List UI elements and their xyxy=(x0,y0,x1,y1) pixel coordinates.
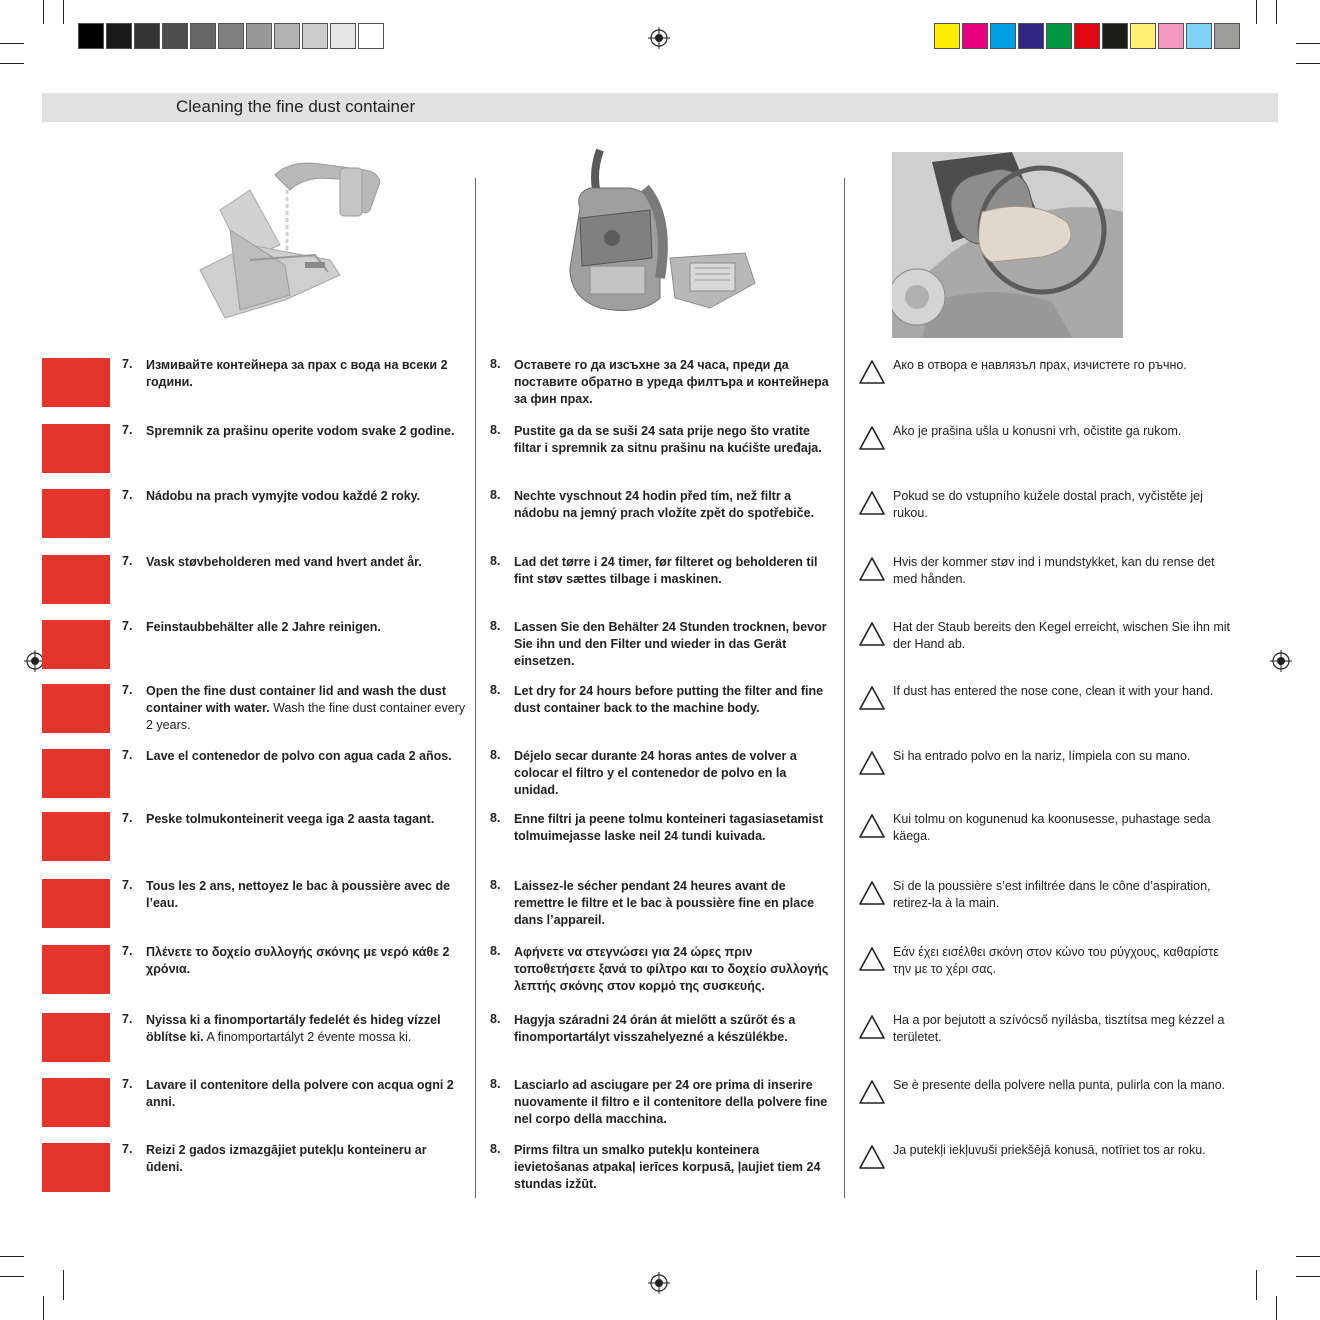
gray-swatch xyxy=(162,23,188,49)
step-8-text: Let dry for 24 hours before putting the filter and fine dust container back to the machine body. xyxy=(514,684,824,715)
step-7-bold: Lave el contenedor de polvo con agua cada 2 años. xyxy=(146,749,452,763)
color-swatch xyxy=(1214,23,1240,49)
section-title: Cleaning the fine dust container xyxy=(176,97,416,116)
warning-triangle-icon xyxy=(858,490,886,516)
step-number: 8. xyxy=(490,944,501,958)
step-8-text: Lad det tørre i 24 timer, før filteret og beholderen til fint støv sættes tilbage i maskinen. xyxy=(514,555,818,586)
crop-mark xyxy=(0,63,24,64)
gray-swatch xyxy=(134,23,160,49)
crop-mark xyxy=(1256,1270,1257,1300)
language-tab xyxy=(42,1013,110,1062)
section-header xyxy=(42,93,1278,122)
step-7-bold: Tous les 2 ans, nettoyez le bac à poussière avec de l’eau. xyxy=(146,879,451,910)
warning-triangle-icon xyxy=(858,556,886,582)
crop-mark xyxy=(1296,1276,1320,1277)
language-tab xyxy=(42,424,110,473)
step-number: 7. xyxy=(122,488,133,502)
warning-note: Si ha entrado polvo en la nariz, límpiela con su mano. xyxy=(893,749,1191,763)
step-number: 7. xyxy=(122,423,133,437)
step-8-text: Оставете го да изсъхне за 24 часа, преди да поставите обратно в уреда филтъра и контейнера за фин прах. xyxy=(514,358,829,406)
color-swatch xyxy=(1018,23,1044,49)
language-tab xyxy=(42,555,110,604)
step-7-bold: Πλένετε το δοχείο συλλογής σκόνης με νερό κάθε 2 χρόνια. xyxy=(146,945,450,976)
step-7-text xyxy=(146,357,466,391)
language-tab xyxy=(42,812,110,861)
warning-note: Ако в отвора е навлязъл прах, изчистете го ръчно. xyxy=(893,358,1187,372)
step-7-bold: Reizi 2 gados izmazgājiet putekļu konteineru ar ūdeni. xyxy=(146,1143,427,1174)
warning-note: If dust has entered the nose cone, clean it with your hand. xyxy=(893,684,1214,698)
color-swatch xyxy=(1186,23,1212,49)
step-8-text: Lasciarlo ad asciugare per 24 ore prima di inserire nuovamente il filtro e il contenitore della polvere fine nel corpo della macchina. xyxy=(514,1078,828,1126)
step-number: 8. xyxy=(490,1077,501,1091)
crop-mark xyxy=(1296,63,1320,64)
warning-note: Hvis der kommer støv ind i mundstykket, kan du rense det med hånden. xyxy=(893,555,1215,586)
color-swatch xyxy=(1046,23,1072,49)
language-tab xyxy=(42,749,110,798)
warning-triangle-icon xyxy=(858,685,886,711)
gray-swatch xyxy=(190,23,216,49)
step-7-bold: Nyissa ki a finomportartály fedelét és hideg vízzel öblítse ki. xyxy=(146,1013,441,1044)
warning-note: Kui tolmu on kogunenud ka koonusesse, puhastage seda käega. xyxy=(893,812,1211,843)
step-7-text xyxy=(146,811,466,828)
step-number: 7. xyxy=(122,1012,133,1026)
registration-mark-icon xyxy=(648,27,670,49)
step-8-text: Αφήνετε να στεγνώσει για 24 ώρες πριν τοποθετήσετε ξανά το φίλτρο και το δοχείο συλλογής λεπτής σκόνης στον κορμό της συσκευής. xyxy=(514,945,829,993)
illustration-washing-container xyxy=(190,150,405,325)
crop-mark xyxy=(0,1276,24,1277)
crop-mark xyxy=(1276,0,1277,24)
step-7-bold: Peske tolmukonteinerit veega iga 2 aasta tagant. xyxy=(146,812,435,826)
step-7-text xyxy=(146,1077,466,1111)
step-8-text: Lassen Sie den Behälter 24 Stunden trocknen, bevor Sie ihn und den Filter und wieder in das Gerät einsetzen. xyxy=(514,620,827,668)
language-tab xyxy=(42,879,110,928)
warning-triangle-icon xyxy=(858,750,886,776)
warning-triangle-icon xyxy=(858,946,886,972)
language-tab xyxy=(42,489,110,538)
warning-triangle-icon xyxy=(858,880,886,906)
warning-triangle-icon xyxy=(858,621,886,647)
step-8-text: Hagyja száradni 24 órán át mielőtt a szűrőt és a finomportartályt visszahelyezné a készülékbe. xyxy=(514,1013,796,1044)
color-swatch xyxy=(1130,23,1156,49)
step-7-bold: Измивайте контейнера за прах с вода на всеки 2 години. xyxy=(146,358,448,389)
language-tab xyxy=(42,1078,110,1127)
step-number: 8. xyxy=(490,357,501,371)
color-swatch xyxy=(990,23,1016,49)
crop-mark xyxy=(1296,43,1320,44)
gray-swatch xyxy=(330,23,356,49)
crop-mark xyxy=(63,1270,64,1300)
warning-note: Hat der Staub bereits den Kegel erreicht, wischen Sie ihn mit der Hand ab. xyxy=(893,620,1230,651)
illustration-hand-cleaning xyxy=(892,152,1123,338)
step-7-text xyxy=(146,488,466,505)
step-8-text: Pirms filtra un smalko putekļu konteinera ievietošanas atpakaļ ierīces korpusā, ļaujiet tiem 24 stundas izžūt. xyxy=(514,1143,821,1191)
step-number: 8. xyxy=(490,619,501,633)
warning-note: Ako je prašina ušla u konusni vrh, očistite ga rukom. xyxy=(893,424,1182,438)
step-number: 8. xyxy=(490,748,501,762)
step-number: 8. xyxy=(490,811,501,825)
crop-mark xyxy=(1256,0,1257,24)
warning-triangle-icon xyxy=(858,1079,886,1105)
crop-mark xyxy=(63,0,64,24)
step-8-text: Enne filtri ja peene tolmu konteineri tagasiasetamist tolmuimejasse laske neil 24 tundi kuivada. xyxy=(514,812,824,843)
language-tab xyxy=(42,1143,110,1192)
warning-note: Εάν έχει εισέλθει σκόνη στον κώνο του ρύγχους, καθαρίστε την με το χέρι σας. xyxy=(893,945,1219,976)
warning-note: Si de la poussière s’est infiltrée dans le cône d’aspiration, retirez-la à la main. xyxy=(893,879,1211,910)
language-tab xyxy=(42,684,110,733)
step-number: 7. xyxy=(122,1077,133,1091)
step-8-text: Pustite ga da se suši 24 sata prije nego što vratite filtar i spremnik za sitnu prašinu na kućište uređaja. xyxy=(514,424,822,455)
gray-swatch xyxy=(106,23,132,49)
step-number: 8. xyxy=(490,554,501,568)
step-7-bold: Open the fine dust container lid and wash the dust container with water. xyxy=(146,684,447,715)
gray-swatch xyxy=(358,23,384,49)
step-number: 7. xyxy=(122,878,133,892)
crop-mark xyxy=(43,1296,44,1320)
warning-note: Ja putekļi iekļuvuši priekšējā konusā, notīriet tos ar roku. xyxy=(893,1143,1206,1157)
step-7-text xyxy=(146,619,466,636)
step-7-extra: Wash the fine dust container every 2 years. xyxy=(146,701,466,732)
step-number: 7. xyxy=(122,811,133,825)
crop-mark xyxy=(1296,1256,1320,1257)
step-8-text: Laissez-le sécher pendant 24 heures avant de remettre le filtre et le bac à poussière fine en place dans l’appareil. xyxy=(514,879,815,927)
warning-note: Pokud se do vstupního kužele dostal prach, vyčistěte jej rukou. xyxy=(893,489,1203,520)
step-number: 7. xyxy=(122,554,133,568)
step-7-text xyxy=(146,683,466,734)
column-divider xyxy=(844,178,845,1198)
step-number: 8. xyxy=(490,488,501,502)
step-8-text: Déjelo secar durante 24 horas antes de volver a colocar el filtro y el contenedor de polvo en la unidad. xyxy=(514,749,797,797)
registration-mark-icon xyxy=(1270,650,1292,672)
step-7-text xyxy=(146,423,466,440)
warning-note: Se è presente della polvere nella punta, pulirla con la mano. xyxy=(893,1078,1226,1092)
gray-swatch xyxy=(302,23,328,49)
color-swatch xyxy=(1158,23,1184,49)
gray-swatch xyxy=(274,23,300,49)
crop-mark xyxy=(43,0,44,24)
gray-swatch xyxy=(78,23,104,49)
gray-swatch xyxy=(246,23,272,49)
step-number: 8. xyxy=(490,683,501,697)
crop-mark xyxy=(0,43,24,44)
language-tab xyxy=(42,620,110,669)
step-7-bold: Lavare il contenitore della polvere con acqua ogni 2 anni. xyxy=(146,1078,454,1109)
step-7-text xyxy=(146,748,466,765)
step-number: 8. xyxy=(490,1142,501,1156)
warning-triangle-icon xyxy=(858,425,886,451)
language-tab xyxy=(42,358,110,407)
step-7-bold: Feinstaubbehälter alle 2 Jahre reinigen. xyxy=(146,620,381,634)
step-7-text xyxy=(146,878,466,912)
color-swatch xyxy=(1102,23,1128,49)
warning-triangle-icon xyxy=(858,359,886,385)
color-swatch xyxy=(934,23,960,49)
step-number: 8. xyxy=(490,423,501,437)
warning-triangle-icon xyxy=(858,813,886,839)
illustration-vacuum-drying xyxy=(560,148,765,318)
crop-mark xyxy=(0,1256,24,1257)
step-7-text xyxy=(146,554,466,571)
step-number: 7. xyxy=(122,619,133,633)
step-number: 7. xyxy=(122,748,133,762)
warning-triangle-icon xyxy=(858,1144,886,1170)
step-7-extra: A finomportartályt 2 évente mossa ki. xyxy=(206,1030,412,1044)
step-7-text xyxy=(146,1142,466,1176)
step-8-text: Nechte vyschnout 24 hodin před tím, než filtr a nádobu na jemný prach vložíte zpět do spotřebiče. xyxy=(514,489,815,520)
color-swatch xyxy=(1074,23,1100,49)
step-7-text xyxy=(146,944,466,978)
crop-mark xyxy=(1276,1296,1277,1320)
step-number: 7. xyxy=(122,944,133,958)
step-7-text xyxy=(146,1012,466,1046)
step-number: 7. xyxy=(122,1142,133,1156)
language-tab xyxy=(42,945,110,994)
step-number: 7. xyxy=(122,357,133,371)
step-7-bold: Spremnik za prašinu operite vodom svake 2 godine. xyxy=(146,424,455,438)
step-number: 8. xyxy=(490,1012,501,1026)
registration-mark-icon xyxy=(648,1272,670,1294)
step-number: 7. xyxy=(122,683,133,697)
color-swatch xyxy=(962,23,988,49)
step-7-bold: Nádobu na prach vymyjte vodou každé 2 roky. xyxy=(146,489,421,503)
step-7-bold: Vask støvbeholderen med vand hvert andet år. xyxy=(146,555,422,569)
gray-swatch xyxy=(218,23,244,49)
warning-note: Ha a por bejutott a szívócső nyílásba, tisztítsa meg kézzel a területet. xyxy=(893,1013,1225,1044)
warning-triangle-icon xyxy=(858,1014,886,1040)
step-number: 8. xyxy=(490,878,501,892)
column-divider xyxy=(475,178,476,1198)
